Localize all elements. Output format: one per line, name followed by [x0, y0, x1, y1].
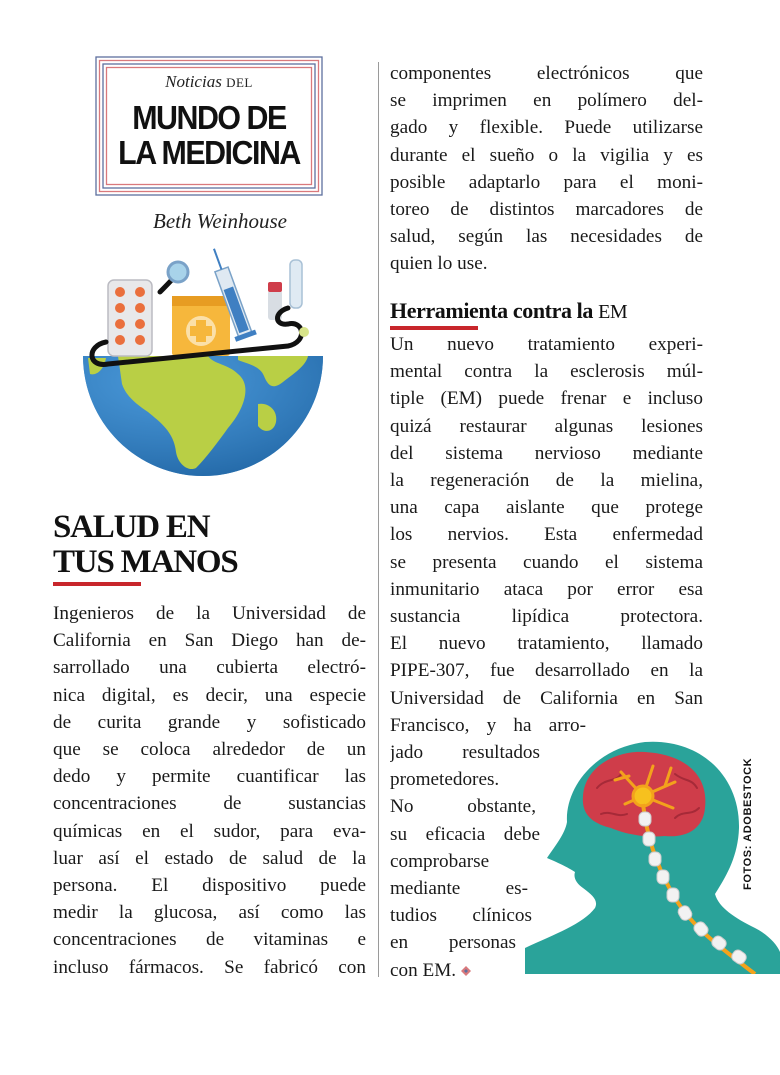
body-line: salud, según las necesidades de	[390, 226, 703, 248]
masthead-kicker: Noticias DEL	[165, 72, 253, 91]
body-line: la regeneración de la mielina,	[390, 470, 703, 492]
body-line: tudios clínicos	[390, 905, 532, 927]
body-line-last: con EM.	[390, 957, 500, 984]
body-line: Un nuevo tratamiento experi-	[390, 334, 703, 355]
body-line: en personas	[390, 932, 516, 954]
body-line: medir la glucosa, así como las	[53, 902, 366, 924]
body-line: mediante es-	[390, 878, 528, 900]
body-line: sustancia lipídica protectora.	[390, 606, 703, 628]
body-line: California en San Diego han de-	[53, 630, 366, 652]
article2-title-rule	[390, 326, 478, 330]
body-line: PIPE-307, fue desarrollado en la	[390, 660, 703, 682]
body-line: incluso fármacos. Se fabricó con	[53, 956, 366, 978]
body-line: del sistema nervioso mediante	[390, 442, 703, 464]
column-divider	[378, 62, 379, 977]
article1-title: SALUD EN TUS MANOS	[53, 509, 238, 580]
body-line: quien lo use.	[390, 253, 488, 275]
end-mark-icon	[460, 965, 472, 977]
body-line: nica digital, es decir, una especie	[53, 684, 366, 706]
body-line: posible adaptarlo para el moni-	[390, 171, 703, 193]
article1-body	[53, 600, 366, 981]
photo-credit: FOTOS: ADOBESTOCK	[742, 757, 754, 890]
body-line: Francisco, y ha arro-	[390, 714, 586, 736]
pill-blister-icon	[108, 280, 152, 356]
body-line: El nuevo tratamiento, llamado	[390, 633, 703, 655]
body-line: inmunitario ataca por error esa	[390, 578, 703, 600]
article2-title: Herramienta contra la EM	[390, 298, 628, 323]
body-line: componentes electrónicos que	[390, 63, 703, 84]
author-byline: Beth Weinhouse	[153, 209, 287, 233]
masthead	[95, 56, 323, 196]
body-line: toreo de distintos marcadores de	[390, 199, 703, 221]
body-line: jado resultados	[390, 742, 540, 764]
body-line: que se coloca alrededor de un	[53, 739, 366, 761]
body-line: los nervios. Esta enfermedad	[390, 524, 703, 546]
body-line: concentraciones de sustancias	[53, 793, 366, 815]
body-line: mental contra la esclerosis múl-	[390, 361, 703, 383]
body-line: de curita grande y sofisticado	[53, 711, 366, 733]
body-line: gado y flexible. Puede utilizarse	[390, 117, 703, 139]
article1-title-rule	[53, 582, 141, 586]
body-line: tiple (EM) puede frenar e incluso	[390, 388, 703, 410]
body-line: Universidad de California en San	[390, 687, 703, 709]
medical-globe-illustration	[78, 236, 328, 488]
body-line: persona. El dispositivo puede	[53, 875, 366, 897]
body-line: químicas en el sudor, para eva-	[53, 820, 366, 842]
body-line: quizá restaurar algunas lesiones	[390, 415, 703, 437]
body-line: se imprimen en polímero del-	[390, 90, 703, 112]
body-line: concentraciones de vitaminas e	[53, 929, 366, 951]
body-line: durante el sueño o la vigilia y es	[390, 144, 703, 166]
body-line: dedo y permite cuantificar las	[53, 766, 366, 788]
masthead-title: MUNDO DE LA MEDICINA	[118, 99, 300, 171]
body-line: No obstante,	[390, 796, 536, 818]
body-line: su eficacia debe	[390, 823, 540, 845]
body-line: una capa aislante que protege	[390, 497, 703, 519]
body-line: comprobarse	[390, 850, 490, 872]
body-line: prometedores.	[390, 769, 500, 791]
first-aid-box-icon	[172, 296, 230, 356]
body-line: se presenta cuando el sistema	[390, 551, 703, 573]
body-line: Ingenieros de la Universidad de	[53, 603, 366, 624]
body-line: sarrollado una cubierta electró-	[53, 657, 366, 679]
body-line: luar así el estado de salud de la	[53, 847, 366, 869]
globe-icon	[83, 356, 323, 476]
article1-body-continued	[390, 60, 703, 278]
